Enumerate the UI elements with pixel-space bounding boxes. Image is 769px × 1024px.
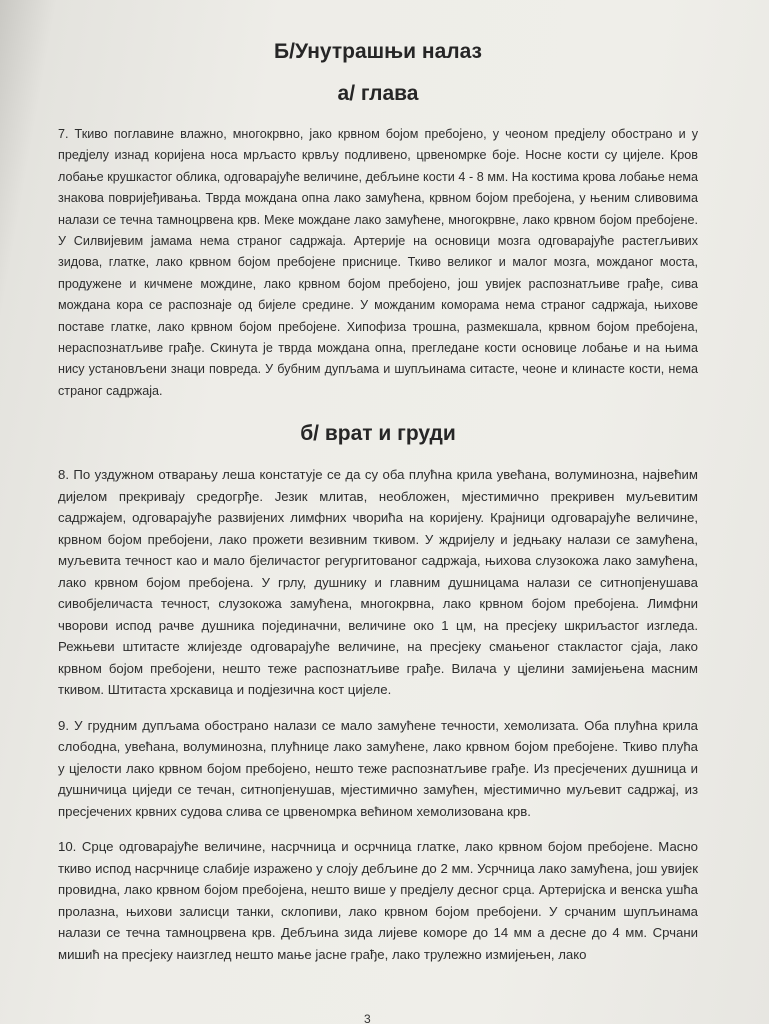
paragraph-7: 7. Ткиво поглавине влажно, многокрвно, јако крвном бојом пребојено, у чеоном предјелу обострано и у предјелу изнад коријена носа мрљасто крвљу подливено, црвеномрке боје. Носне кости су цијеле. Кров лобање крушкастог облика, одговарајуће величине, дебљине кости 4 - 8 мм. На костима крова лобање нема знакова повријеђивања. Тврда мождана опна лако замућена, крвном бојом пребојена, у њеним сливовима налази се течна тамноцрвена крв. Меке мождане лако замућене, многокрвне, лако крвном бојом пребојене. У Силвијевим јамама нема страног садржаја. Артерије на основици мозга одговарајуће растегљивих зидова, глатке, лако крвном бојом пребојене приснице. Ткиво великог и малог мозга, можданог моста, продужене и кичмене мождине, лако крвном бојом пребојено, још увијек распознатљиве грађе, сива мождана кора се распознаје од бијеле срединe. У можданим коморама нема страног садржаја, њихове поставе глатке, лако крвном бојом пребојене. Хипофиза трошна, размекшала, крвном бојом пребојена, нераспознатљиве грађе. Скинута је тврда мождана опна, прегледане кости основице лобање и на њима нису установљени знаци повреда. У бубним дупљама и шупљинама ситасте, чеоне и клинасте кости, нема страног садржаја.: [58, 127, 698, 398]
paragraph-10: 10. Срце одговарајуће величине, насрчница и осрчница глатке, лако крвном бојом пребојене. Масно ткиво испод насрчнице слабије изражено у слоју дебљине до 2 мм. Усрчница лако замућена, још увијек провидна, лако крвном бојом пребојена, нешто више у предјелу десног срца. Артеријска и венска ушћа пролазна, њихови залисци танки, склопиви, лако крвном бојом пребојени. У срчаним шупљинама налази се течна тамноцрвена крв. Дебљина зида лијеве коморе до 14 мм а десне до 4 мм. Срчани мишић на пресјеку наизглед нешто мање јасне грађе, лако трулежно измијењен, лако: [58, 839, 698, 962]
page-number: 3: [364, 1012, 371, 1024]
paragraph-9: 9. У грудним дупљама обострано налази се мало замућене течности, хемолизата. Оба плућна крила слободна, увећана, волуминозна, плућнице лако замућене, лако крвном бојом пребојене. Ткиво плућа у цјелости лако крвном бојом пребојено, нешто теже распознатљиве грађе. Из пресјечених душница и душничица циједи се течан, ситнопјенушав, мјестимично замућен, мјестимично муљевит садржај, из пресјечених крвних судова слива се црвеномрка већином хемолизована крв.: [58, 717, 698, 819]
section-heading-head: а/ глава: [337, 82, 419, 105]
document-title: Б/Унутрашњи налаз: [274, 40, 482, 63]
document-content: [58, 40, 698, 979]
section-heading-neck-chest: б/ врат и груди: [300, 422, 456, 446]
paragraph-8: 8. По уздужном отварању леша констатује се да су оба плућна крила увећана, волуминозна, највећим дијелом прекривају средогрђе. Језик млитав, необложен, мјестимично прекривен муљевитим садржајем, одговарајуће развијених лимфних чворића на коријену. Крајници одговарајуће величине, крвном бојом пребојени, лако прожети везивним ткивом. У ждријелу и једњаку налази се замућена, муљевита течност као и мало бјеличастог регургитованог садржаја, њихова слузокожа лако замућена, лако крвном бојом пребојена. У грлу, душнику и главним душницама налази се ситнопјенушава сивобјеличаста течност, слузокожа замућена, многокрвна, лако крвном бојом пребојена. Лимфни чворови испод рачве душника појединачни, величине око 1 цм, на пресјеку шкриљастог изгледа. Режњеви штитасте жлијезде одговарајуће величине, на пресјеку смањеног стакластог сјаја, лако крвном бојом пребојени, нешто теже распознатљиве грађе. Вилача у цјелини замијењена масним ткивом. Штитаста хрскавица и подјезична кост цијеле.: [58, 467, 698, 698]
